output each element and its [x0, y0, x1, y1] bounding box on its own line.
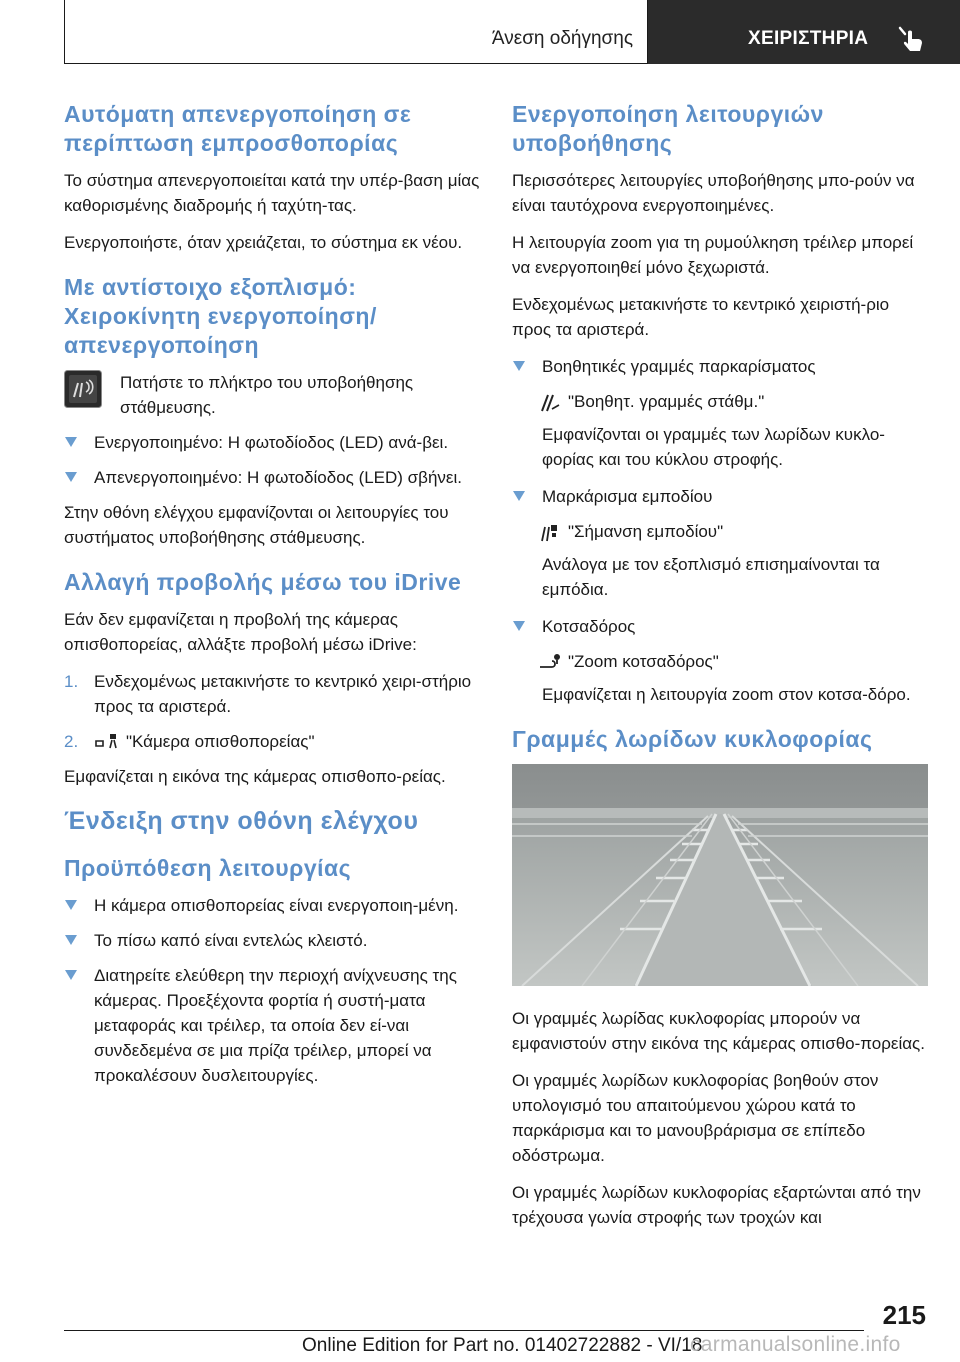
list-item: [64, 430, 480, 455]
heading-idrive: Αλλαγή προβολής μέσω του iDrive: [64, 569, 462, 595]
footer-edition: Online Edition for Part no. 01402722882 - VI/18: [302, 1335, 703, 1356]
paragraph: Περισσότερες λειτουργίες υποβοήθησης μπο-ρούν να είναι ταυτόχρονα ενεργοποιημένες.: [512, 171, 915, 215]
step-item: [64, 729, 480, 754]
triangle-bullet-icon: [513, 361, 525, 371]
heading-display: Ένδειξη στην οθόνη ελέγχου: [64, 807, 419, 835]
heading-assist-functions: Ενεργοποίηση λειτουργιών υποβοήθησης: [512, 101, 824, 156]
list-item: [512, 614, 928, 639]
trailer-hitch-icon: [538, 651, 562, 673]
triangle-bullet-icon: [65, 437, 77, 447]
right-column: [512, 100, 928, 1248]
paragraph: Εμφανίζεται η λειτουργία zoom στον κοτσα-δόρο.: [542, 685, 911, 704]
heading-auto-deactivation: Αυτόματη απενεργοποίηση σε περίπτωση εμπροσθοπορίας: [64, 101, 412, 156]
menu-entry: [512, 649, 928, 674]
paragraph: Οι γραμμές λωρίδων κυκλοφορίας βοηθούν στον υπολογισμό του απαιτούμενου χώρου κατά το παρκάρισμα και το μανουβράρισμα σε επίπεδο οδόστρωμα.: [512, 1071, 879, 1165]
footer-divider: [64, 1330, 864, 1331]
step-item: [64, 669, 480, 719]
page-header: [64, 0, 960, 66]
left-column: [64, 100, 480, 1106]
park-assist-button-icon: [64, 370, 102, 408]
heading-lane-lines: Γραμμές λωρίδων κυκλοφορίας: [512, 726, 873, 752]
paragraph: Ενεργοποιήστε, όταν χρειάζεται, το σύστημα εκ νέου.: [64, 233, 463, 252]
triangle-bullet-icon: [65, 970, 77, 980]
parking-lines-icon: [538, 391, 562, 413]
list-item: [64, 893, 480, 918]
list-item-text: Η κάμερα οπισθοπορείας είναι ενεργοποιη-μένη.: [94, 896, 459, 915]
paragraph: Εμφανίζονται οι γραμμές των λωρίδων κυκλο-φορίας και του κύκλου στροφής.: [542, 425, 885, 469]
header-section-box: [64, 0, 648, 64]
list-item: [512, 484, 928, 509]
menu-entry-text: "Βοηθητ. γραμμές στάθμ.": [568, 392, 765, 411]
heading-manual-activation: Με αντίστοιχο εξοπλισμό: Χειροκίνητη ενεργοποίηση/απενεργοποίηση: [64, 274, 377, 358]
menu-entry-text: "Zoom κοτσαδόρος": [568, 652, 719, 671]
lane-lines-illustration: [512, 764, 928, 986]
page-number: 215: [882, 1300, 926, 1330]
hand-pointer-icon: [896, 24, 926, 54]
button-instruction: [64, 370, 480, 420]
paragraph: Εμφανίζεται η εικόνα της κάμερας οπισθοπο-ρείας.: [64, 767, 446, 786]
paragraph: Οι γραμμές λωρίδων κυκλοφορίας εξαρτώνται από την τρέχουσα γωνία στροφής των τροχών και: [512, 1183, 921, 1227]
step-number: 1.: [64, 672, 79, 691]
section-title: Άνεση οδήγησης: [491, 28, 633, 49]
menu-entry: [512, 519, 928, 544]
paragraph: Πατήστε το πλήκτρο του υποβοήθησης στάθμευσης.: [120, 373, 414, 417]
watermark: carmanualsonline.info: [690, 1333, 901, 1356]
paragraph: Η λειτουργία zoom για τη ρυμούλκηση τρέιλερ μπορεί να ενεργοποιηθεί μόνο ξεχωριστά.: [512, 233, 914, 277]
list-item: [512, 354, 928, 379]
list-item-text: Κοτσαδόρος: [542, 617, 636, 636]
triangle-bullet-icon: [513, 491, 525, 501]
list-item-text: Απενεργοποιημένο: Η φωτοδίοδος (LED) σβήνει.: [94, 468, 462, 487]
step-number: 2.: [64, 732, 79, 751]
paragraph: Ανάλογα με τον εξοπλισμό επισημαίνονται τα εμπόδια.: [542, 555, 880, 599]
rear-camera-icon: [94, 730, 120, 750]
triangle-bullet-icon: [513, 621, 525, 631]
triangle-bullet-icon: [65, 472, 77, 482]
list-item-text: Μαρκάρισμα εμποδίου: [542, 487, 713, 506]
list-item-text: Ενεργοποιημένο: Η φωτοδίοδος (LED) ανά-βει.: [94, 433, 449, 452]
triangle-bullet-icon: [65, 935, 77, 945]
menu-entry-text: "Σήμανση εμποδίου": [568, 522, 724, 541]
paragraph: Στην οθόνη ελέγχου εμφανίζονται οι λειτουργίες του συστήματος υποβοήθησης στάθμευσης.: [64, 503, 449, 547]
list-item-text: Βοηθητικές γραμμές παρκαρίσματος: [542, 357, 816, 376]
paragraph: Εάν δεν εμφανίζεται η προβολή της κάμερας οπισθοπορείας, αλλάξτε προβολή μέσω iDrive:: [64, 610, 417, 654]
list-item-text: Το πίσω καπό είναι εντελώς κλειστό.: [94, 931, 368, 950]
step-text: "Κάμερα οπισθοπορείας": [126, 732, 315, 751]
list-item: [64, 465, 480, 490]
header-chapter-box: [648, 0, 960, 64]
heading-precondition: Προϋπόθεση λειτουργίας: [64, 855, 352, 881]
list-item-text: Διατηρείτε ελεύθερη την περιοχή ανίχνευσης της κάμερας. Προεξέχοντα φορτία ή συστή-ματα μεταφοράς και τρέιλερ, τα οποία δεν εί-ναι συνδεδεμένα σε μια πρίζα τρέιλερ, μπορεί να προκαλέσουν δυσλειτουργίες.: [94, 966, 457, 1085]
paragraph: Οι γραμμές λωρίδας κυκλοφορίας μπορούν να εμφανιστούν στην εικόνα της κάμερας οπισθο-πορείας.: [512, 1009, 925, 1053]
chapter-label: ΧΕΙΡΙΣΤΗΡΙΑ: [748, 28, 869, 49]
obstacle-marking-icon: [538, 521, 562, 543]
paragraph: Το σύστημα απενεργοποιείται κατά την υπέρ-βαση μίας καθορισμένης διαδρομής ή ταχύτη-τας.: [64, 171, 480, 215]
triangle-bullet-icon: [65, 900, 77, 910]
step-text: Ενδεχομένως μετακινήστε το κεντρικό χειρι-στήριο προς τα αριστερά.: [94, 672, 472, 716]
list-item: [64, 928, 480, 953]
paragraph: Ενδεχομένως μετακινήστε το κεντρικό χειριστή-ριο προς τα αριστερά.: [512, 295, 890, 339]
menu-entry: [512, 389, 928, 414]
list-item: [64, 963, 480, 1088]
